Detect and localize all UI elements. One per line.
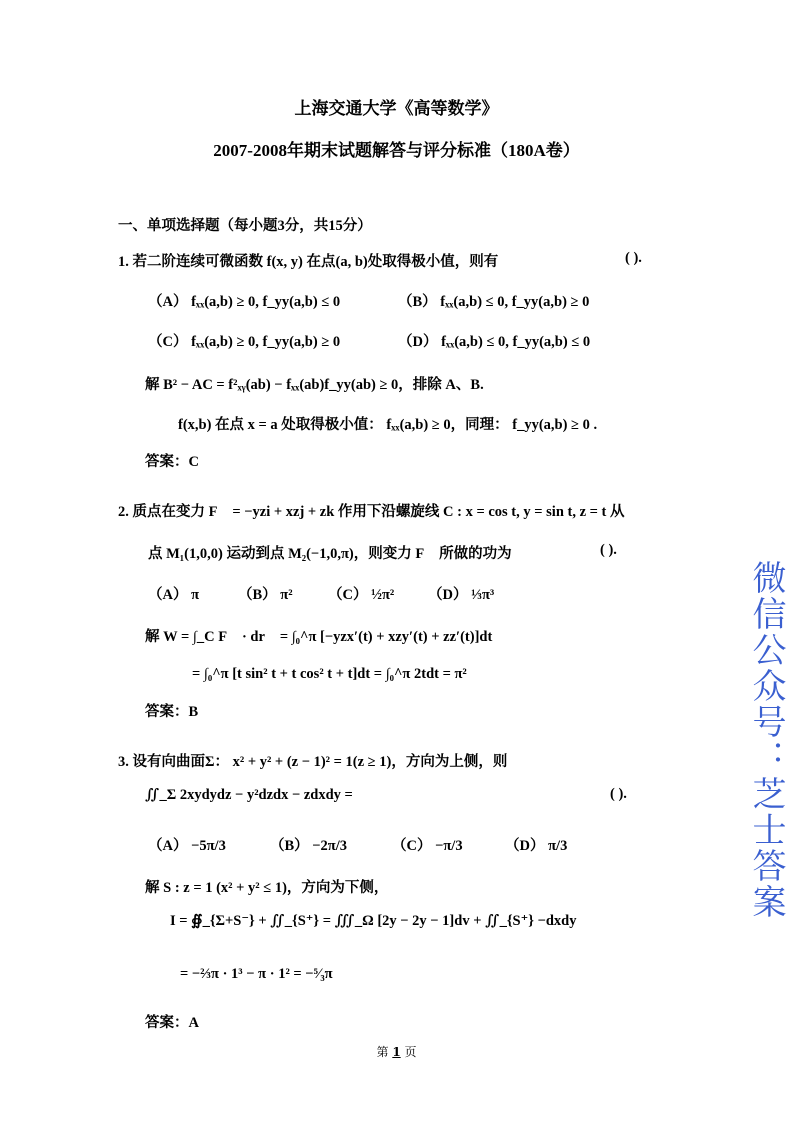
q2-answer: 答案：B xyxy=(145,704,199,720)
q3-solution-2: I = ∯_{Σ+S⁻} + ∬_{S⁺} = ∭_Ω [2y − 2y − 1]dv + ∬_{S⁺} −dxdy xyxy=(170,913,577,929)
q3-solution-1: 解 S : z = 1 (x² + y² ≤ 1)，方向为下侧， xyxy=(145,880,389,896)
q1-blank: ( ). xyxy=(625,250,642,266)
q3-blank: ( ). xyxy=(610,786,627,802)
q2-stem-2: 点 M₁(1,0,0) 运动到点 M₂(−1,0,π)，则变力 F⃗ 所做的功为 xyxy=(148,546,512,562)
q1-option-c: （C） fₓₓ(a,b) ≥ 0, f_yy(a,b) ≥ 0 xyxy=(148,334,341,350)
q3-answer: 答案：A xyxy=(145,1015,199,1031)
q1-solution-2: f(x,b) 在点 x = a 处取得极小值： fₓₓ(a,b) ≥ 0，同理： f_yy(a,b) ≥ 0 . xyxy=(178,417,598,433)
q2-solution-2: = ∫₀^π [t sin² t + t cos² t + t]dt = ∫₀^π 2tdt = π² xyxy=(192,666,467,682)
q1-option-d: （D） fₓₓ(a,b) ≤ 0, f_yy(a,b) ≤ 0 xyxy=(398,334,591,350)
q2-option-b: （B） π² xyxy=(238,587,293,603)
doc-subtitle: 2007-2008年期末试题解答与评分标准（180A卷） xyxy=(213,141,580,160)
q1-option-b: （B） fₓₓ(a,b) ≤ 0, f_yy(a,b) ≥ 0 xyxy=(398,294,590,310)
q3-option-d: （D） π/3 xyxy=(505,838,568,854)
page-footer xyxy=(0,1043,793,1060)
q3-solution-3: = −⅔π · 1³ − π · 1² = −⁵⁄₃π xyxy=(180,966,333,982)
section-heading: 一、单项选择题（每小题3分，共15分） xyxy=(118,218,372,234)
q1-answer: 答案：C xyxy=(145,454,199,470)
q1-stem: 1. 若二阶连续可微函数 f(x, y) 在点(a, b)处取得极小值，则有 xyxy=(118,254,499,270)
q2-stem-1: 2. 质点在变力 F⃗ = −yzi + xzj + zk 作用下沿螺旋线 C : x = cos t, y = sin t, z = t 从 xyxy=(118,504,625,520)
q2-option-a: （A） π xyxy=(148,587,200,603)
page-number: 1 xyxy=(392,1045,401,1059)
q3-option-a: （A） −5π/3 xyxy=(148,838,226,854)
q2-blank: ( ). xyxy=(600,542,617,558)
footer-prefix: 第 xyxy=(376,1045,389,1059)
q3-stem-2: ∬_Σ 2xydydz − y²dzdx − zdxdy = xyxy=(145,787,353,803)
footer-suffix: 页 xyxy=(404,1045,417,1059)
watermark: 微信公众号：芝士答案 xyxy=(746,560,786,920)
q3-stem-1: 3. 设有向曲面Σ： x² + y² + (z − 1)² = 1(z ≥ 1)，方向为上侧，则 xyxy=(118,754,508,770)
q3-option-c: （C） −π/3 xyxy=(392,838,463,854)
q1-option-a: （A） fₓₓ(a,b) ≥ 0, f_yy(a,b) ≤ 0 xyxy=(148,294,341,310)
q2-option-d: （D） ⅓π³ xyxy=(428,587,495,603)
q1-solution-1: 解 B² − AC = f²ₓᵧ(ab) − fₓₓ(ab)f_yy(ab) ≥ 0，排除 A、B. xyxy=(145,377,484,393)
q2-solution-1: 解 W = ∫_C F⃗ · dr⃗ = ∫₀^π [−yzx′(t) + xzy′(t) + zz′(t)]dt xyxy=(145,629,493,645)
doc-title: 上海交通大学《高等数学》 xyxy=(294,99,499,118)
q3-option-b: （B） −2π/3 xyxy=(270,838,348,854)
q2-option-c: （C） ½π² xyxy=(328,587,395,603)
